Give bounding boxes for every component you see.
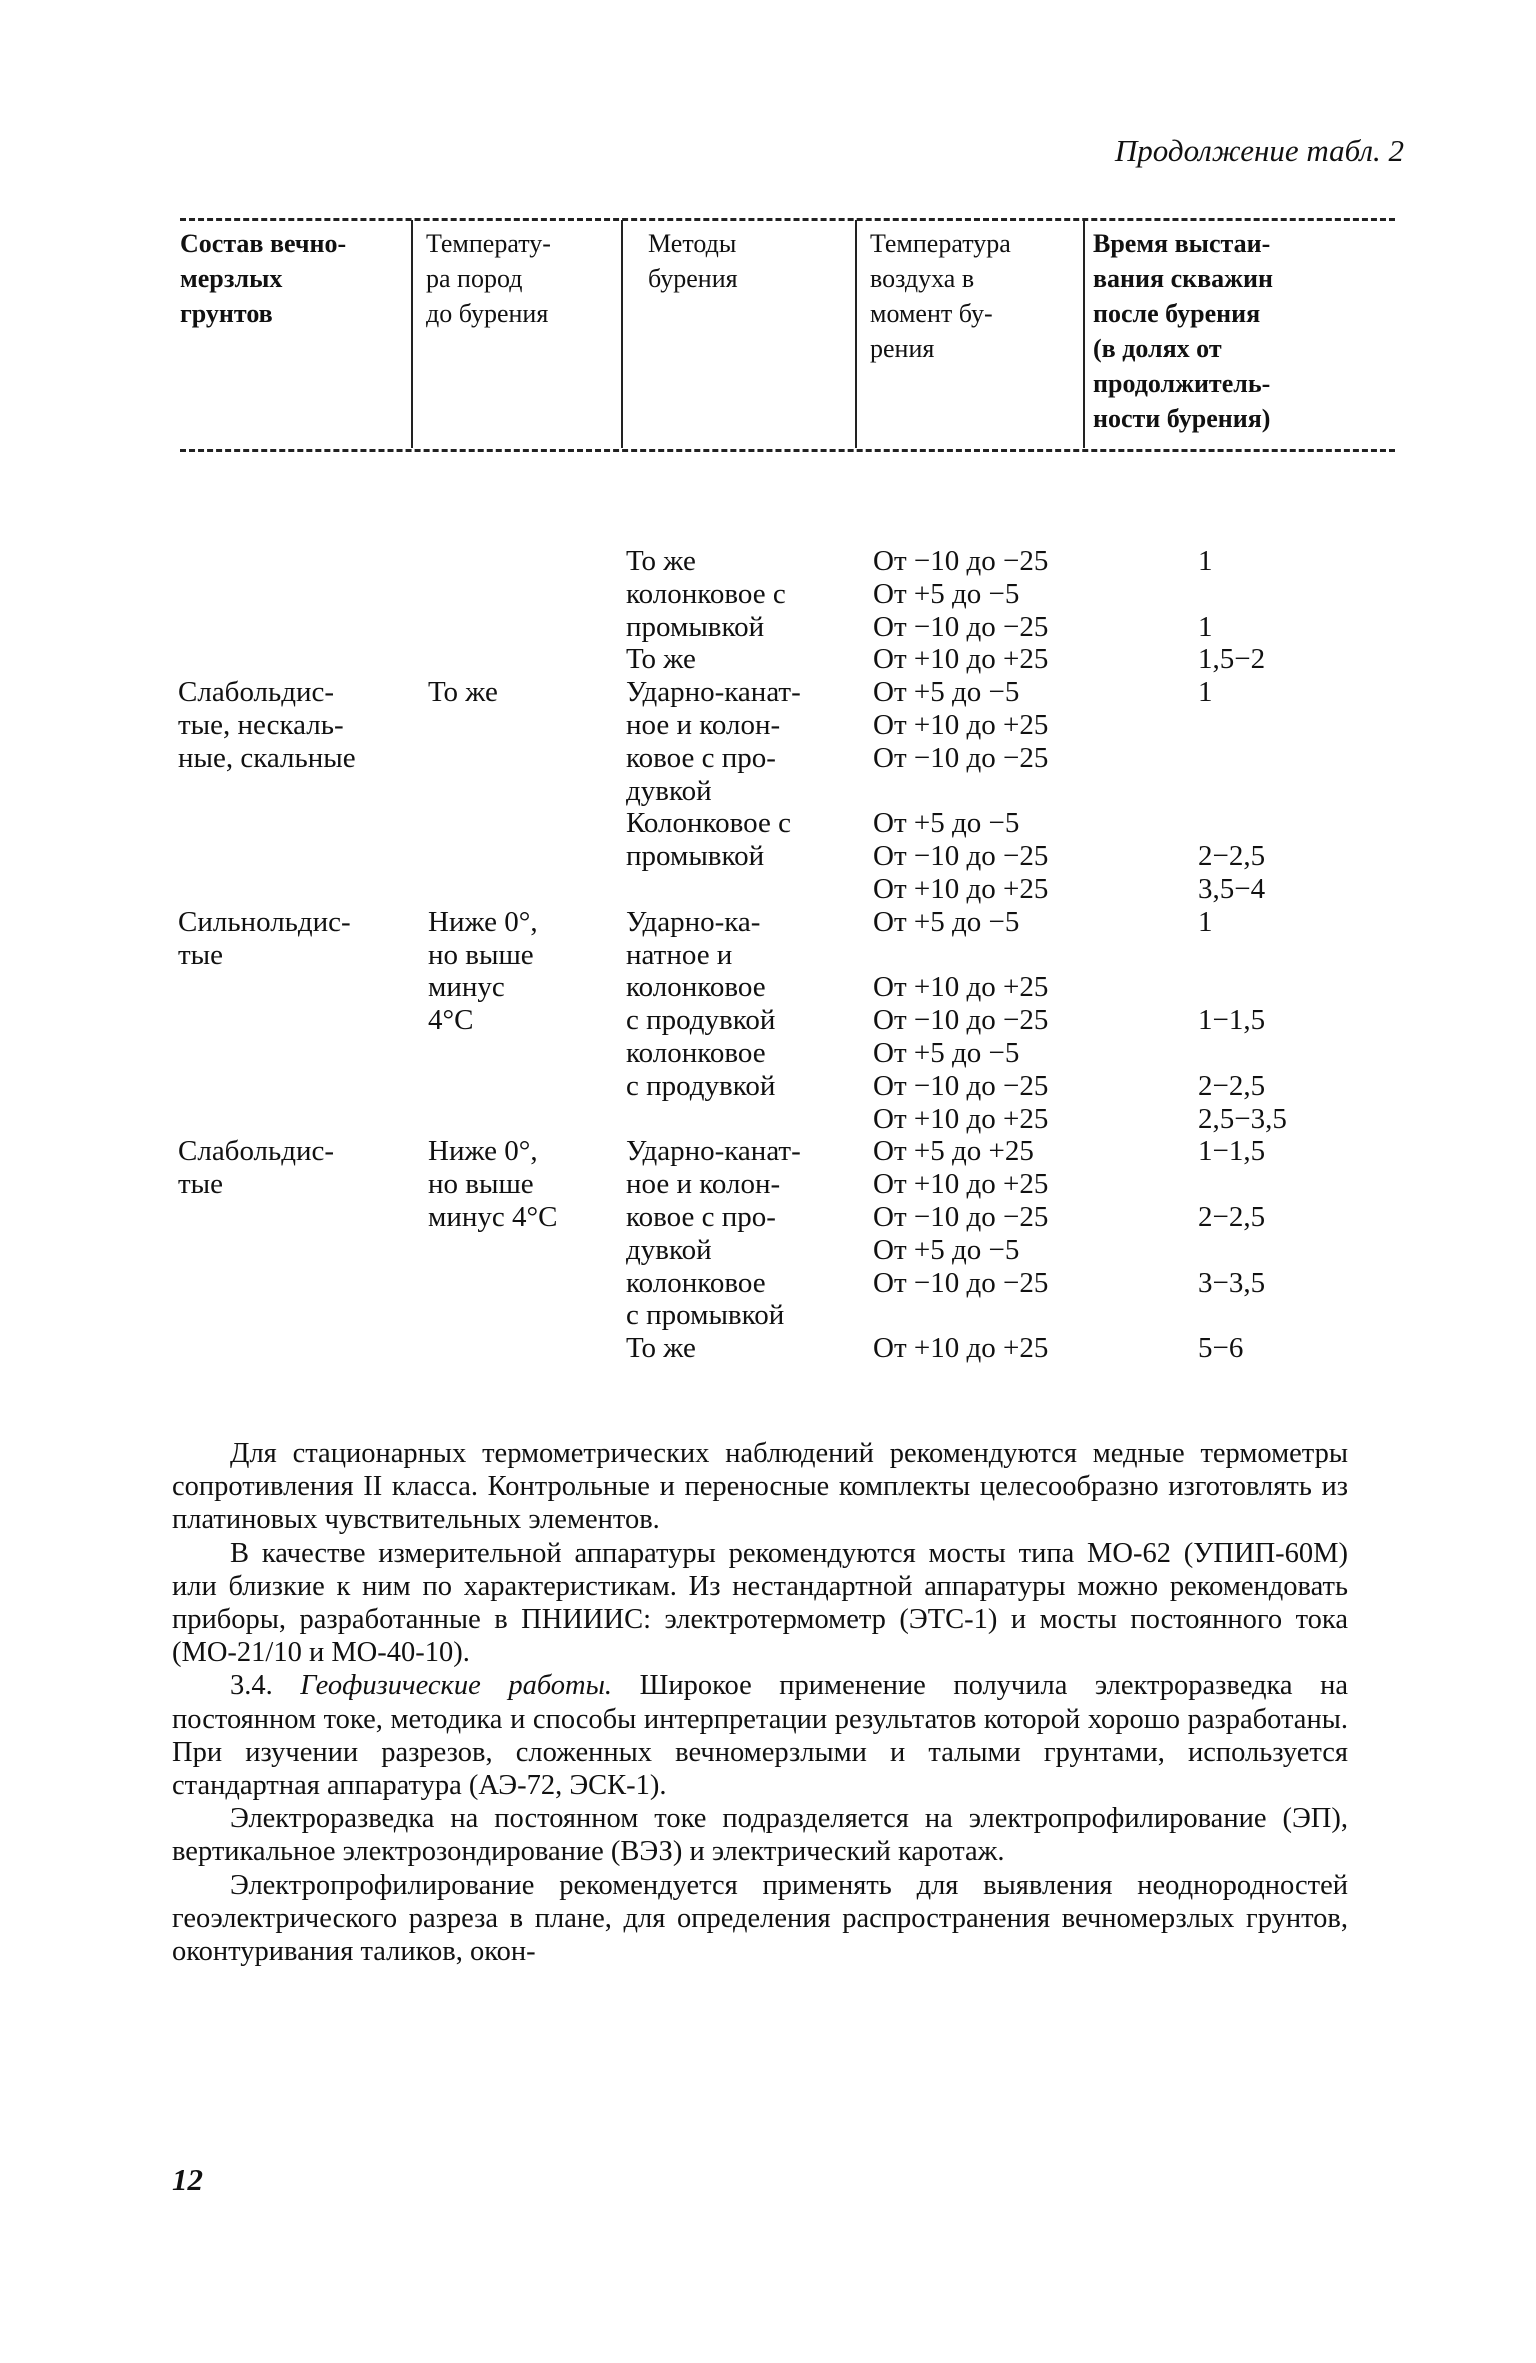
header-air-temp: Температура воздуха в момент бу- рения bbox=[870, 229, 1011, 363]
table-cell: От +5 до −5 bbox=[873, 807, 1020, 840]
table-cell bbox=[428, 578, 557, 611]
table-cell: От −10 до −25 bbox=[873, 610, 1049, 643]
section-number: 3.4. bbox=[230, 1670, 273, 1702]
table-cell bbox=[178, 1234, 356, 1267]
table-cell: То же bbox=[626, 643, 696, 676]
table-cell: От +10 до +25 bbox=[873, 971, 1049, 1004]
header-divider-4 bbox=[1083, 220, 1085, 448]
table-cell: но выше bbox=[428, 938, 534, 971]
paragraph-4: Электроразведка на постоянном токе подразделяется на электропрофилирование (ЭП), вертикальное электрозондирование (ВЭЗ) и электрический каротаж. bbox=[172, 1803, 1348, 1868]
table-cell bbox=[428, 709, 557, 742]
table-cell: колонковое с bbox=[626, 577, 786, 610]
table-cell: От +5 до +25 bbox=[873, 1135, 1034, 1168]
table-cell bbox=[428, 1267, 557, 1300]
header-divider-1 bbox=[411, 220, 413, 448]
table-cell: Сильнольдис- bbox=[178, 905, 351, 938]
table-top-rule bbox=[180, 218, 1395, 221]
table-cell: минус bbox=[428, 971, 505, 1004]
table-cell bbox=[178, 545, 356, 578]
table-cell bbox=[178, 873, 356, 906]
column-air-temp bbox=[873, 545, 1048, 1365]
table-cell: От +10 до +25 bbox=[873, 1332, 1049, 1365]
table-cell bbox=[1198, 709, 1287, 742]
header-standing-time: Время выстаи- вания скважин после бурения (в долях от продолжитель- ности бурения) bbox=[1093, 229, 1273, 433]
table-cell: От +5 до −5 bbox=[873, 577, 1020, 610]
table-cell: От +10 до +25 bbox=[873, 872, 1049, 905]
table-cell bbox=[1198, 971, 1287, 1004]
table-cell: натное и bbox=[626, 938, 733, 971]
table-cell: дувкой bbox=[626, 1233, 712, 1266]
table-cell: ковое с про- bbox=[626, 1200, 776, 1233]
table-cell: 2,5−3,5 bbox=[1198, 1102, 1287, 1135]
section-body: Широкое применение получила электроразведка на постоянном токе, методика и способы интерпретации результатов которой хорошо разработаны. При изучении разрезов, сложенных вечномерзлыми и талыми грунтами, используется стандартная аппаратура (АЭ-72, ЭСК-1). bbox=[172, 1670, 1349, 1802]
column-composition bbox=[178, 545, 356, 1365]
table-cell: Ниже 0°, bbox=[428, 905, 538, 938]
body-text bbox=[172, 1437, 1348, 1968]
table-cell: ковое с про- bbox=[626, 741, 776, 774]
table-cell bbox=[1198, 939, 1287, 972]
table-cell: 1 bbox=[1198, 676, 1213, 709]
table-cell bbox=[873, 1299, 1048, 1332]
table-cell: От +10 до +25 bbox=[873, 1168, 1049, 1201]
table-cell: но выше bbox=[428, 1168, 534, 1201]
table-cell: промывкой bbox=[626, 840, 765, 873]
table-cell: колонковое bbox=[626, 971, 766, 1004]
table-cell bbox=[1198, 578, 1287, 611]
table-cell bbox=[178, 807, 356, 840]
table-cell bbox=[626, 1103, 801, 1136]
paragraph-2: В качестве измерительной аппаратуры рекомендуются мосты типа МО-62 (УПИП-60М) или близкие к ним по характеристикам. Из нестандартной аппаратуры можно рекомендовать приборы, разработанные в ПНИИИС: электротермометр (ЭТС-1) и мосты постоянного тока (МО-21/10 и МО-40-10). bbox=[172, 1537, 1348, 1669]
table-cell: От −10 до −25 bbox=[873, 1069, 1049, 1102]
table-cell: От +10 до +25 bbox=[873, 643, 1049, 676]
table-cell: От +5 до −5 bbox=[873, 1036, 1020, 1069]
header-composition: Состав вечно- мерзлых грунтов bbox=[180, 229, 347, 328]
table-cell bbox=[428, 545, 557, 578]
table-cell: Ударно-канат- bbox=[626, 676, 801, 709]
table-cell: То же bbox=[626, 1332, 696, 1365]
table-cell bbox=[428, 1037, 557, 1070]
table-cell bbox=[178, 643, 356, 676]
table-cell bbox=[1198, 1168, 1287, 1201]
table-cell bbox=[626, 873, 801, 906]
table-cell: От −10 до −25 bbox=[873, 1200, 1049, 1233]
section-title: Геофизические работы. bbox=[300, 1670, 613, 1702]
table-cell: ное и колон- bbox=[626, 708, 781, 741]
table-caption: Продолжение табл. 2 bbox=[1114, 133, 1404, 168]
table-cell: Ударно-ка- bbox=[626, 905, 761, 938]
table-cell: 3−3,5 bbox=[1198, 1266, 1266, 1299]
table-cell bbox=[1198, 742, 1287, 775]
table-cell bbox=[428, 873, 557, 906]
table-cell bbox=[428, 742, 557, 775]
paragraph-5: Электропрофилирование рекомендуется применять для выявления неоднородностей геоэлектрического разреза в плане, для определения распространения вечномерзлых грунтов, оконтуривания таликов, окон- bbox=[172, 1869, 1348, 1968]
table-cell bbox=[428, 1070, 557, 1103]
table-cell: То же bbox=[428, 676, 498, 709]
table-cell bbox=[1198, 807, 1287, 840]
column-rock-temp bbox=[428, 545, 557, 1365]
table-cell: От +5 до −5 bbox=[873, 676, 1020, 709]
table-cell: 5−6 bbox=[1198, 1332, 1244, 1365]
table-cell: Колонковое с bbox=[626, 807, 791, 840]
table-cell bbox=[178, 840, 356, 873]
table-cell bbox=[178, 971, 356, 1004]
paragraph-3 bbox=[172, 1669, 1348, 1802]
table-cell bbox=[178, 1332, 356, 1365]
column-standing-time bbox=[1198, 545, 1287, 1365]
table-cell bbox=[178, 775, 356, 808]
table-cell bbox=[1198, 1234, 1287, 1267]
table-cell: Ниже 0°, bbox=[428, 1135, 538, 1168]
table-cell bbox=[1198, 1037, 1287, 1070]
table-cell bbox=[178, 1004, 356, 1037]
table-cell bbox=[178, 1070, 356, 1103]
table-cell bbox=[428, 643, 557, 676]
table-cell bbox=[428, 611, 557, 644]
table-cell: То же bbox=[626, 545, 696, 577]
header-divider-2 bbox=[621, 220, 623, 448]
table-cell: 1,5−2 bbox=[1198, 643, 1266, 676]
table-cell: 1−1,5 bbox=[1198, 1135, 1266, 1168]
table-cell: 2−2,5 bbox=[1198, 840, 1266, 873]
table-cell bbox=[428, 840, 557, 873]
table-cell: колонковое bbox=[626, 1036, 766, 1069]
table-cell: От +5 до −5 bbox=[873, 905, 1020, 938]
table-header-rule bbox=[180, 449, 1395, 452]
header-rock-temp: Температу- ра пород до бурения bbox=[426, 229, 551, 328]
table-cell: От −10 до −25 bbox=[873, 840, 1049, 873]
table-cell: От +10 до +25 bbox=[873, 1102, 1049, 1135]
table-cell bbox=[178, 1103, 356, 1136]
table-cell: с промывкой bbox=[626, 1299, 785, 1332]
table-cell: минус 4°С bbox=[428, 1200, 558, 1233]
table-cell: Ударно-канат- bbox=[626, 1135, 801, 1168]
table-cell: От −10 до −25 bbox=[873, 545, 1049, 577]
table-cell bbox=[178, 1037, 356, 1070]
table-cell: От +5 до −5 bbox=[873, 1233, 1020, 1266]
table-cell bbox=[428, 1103, 557, 1136]
table-cell bbox=[178, 1201, 356, 1234]
table-cell: 2−2,5 bbox=[1198, 1069, 1266, 1102]
table-cell bbox=[873, 775, 1048, 808]
table-cell bbox=[428, 1299, 557, 1332]
table-cell bbox=[428, 1234, 557, 1267]
header-divider-3 bbox=[855, 220, 857, 448]
table-cell: От −10 до −25 bbox=[873, 1004, 1049, 1037]
table-cell: дувкой bbox=[626, 774, 712, 807]
table-cell: 3,5−4 bbox=[1198, 872, 1266, 905]
column-drill-method bbox=[626, 545, 801, 1365]
table-cell: ное и колон- bbox=[626, 1168, 781, 1201]
table-cell: 1−1,5 bbox=[1198, 1004, 1266, 1037]
table-cell: 1 bbox=[1198, 610, 1213, 643]
table-cell bbox=[1198, 775, 1287, 808]
table-cell bbox=[428, 1332, 557, 1365]
table-cell: тые, нескаль- bbox=[178, 708, 344, 741]
table-cell: Слабольдис- bbox=[178, 676, 335, 709]
page-number: 12 bbox=[172, 2162, 203, 2197]
table-cell: От −10 до −25 bbox=[873, 1266, 1049, 1299]
table-cell bbox=[178, 611, 356, 644]
table-cell bbox=[1198, 1299, 1287, 1332]
table-cell: ные, скальные bbox=[178, 741, 356, 774]
table-cell: 1 bbox=[1198, 905, 1213, 938]
table-cell: 2−2,5 bbox=[1198, 1200, 1266, 1233]
table-cell: 4°С bbox=[428, 1004, 474, 1037]
table-cell bbox=[428, 807, 557, 840]
table-cell: От −10 до −25 bbox=[873, 741, 1049, 774]
paragraph-1: Для стационарных термометрических наблюдений рекомендуются медные термометры сопротивления II класса. Контрольные и переносные комплекты целесообразно изготовлять из платиновых чувствительных элементов. bbox=[172, 1438, 1348, 1536]
table-cell: с продувкой bbox=[626, 1069, 776, 1102]
table-cell: Слабольдис- bbox=[178, 1135, 335, 1168]
header-drill-method: Методы бурения bbox=[648, 229, 738, 293]
table-cell: 1 bbox=[1198, 545, 1213, 577]
table-cell: колонковое bbox=[626, 1266, 766, 1299]
table-cell bbox=[178, 1267, 356, 1300]
table-cell: промывкой bbox=[626, 610, 765, 643]
table-cell: с продувкой bbox=[626, 1004, 776, 1037]
table-cell: От +10 до +25 bbox=[873, 708, 1049, 741]
table-cell bbox=[873, 939, 1048, 972]
table-cell bbox=[428, 775, 557, 808]
table-cell: тые bbox=[178, 1168, 224, 1201]
table-cell: тые bbox=[178, 938, 224, 971]
table-cell bbox=[178, 1299, 356, 1332]
table-cell bbox=[178, 578, 356, 611]
